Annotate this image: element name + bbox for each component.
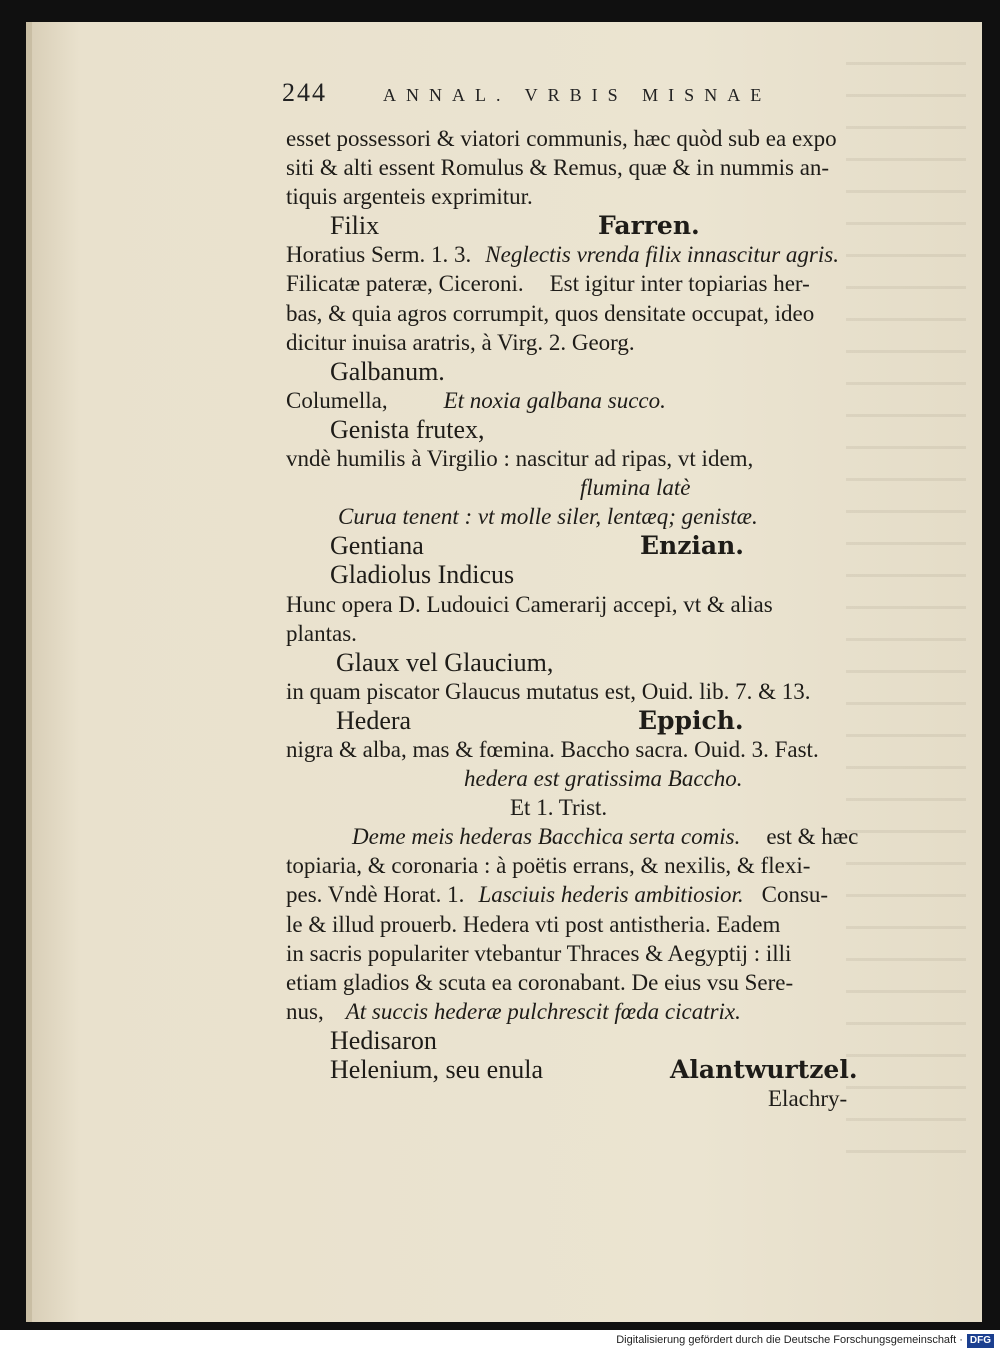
text-line: in sacris populariter vtebantur Thraces & Aegyptij : illi	[286, 940, 792, 966]
text-line: pes. Vndè Horat. 1. Lasciuis hederis ambitiosior. Consu-	[286, 882, 829, 908]
text-line: Filicatæ pateræ, Ciceroni. Est igitur inter topiarias her-	[286, 271, 810, 297]
entry-heading: Galbanum.	[330, 356, 445, 386]
catchword: Elachry-	[768, 1086, 848, 1112]
text-line: Deme meis hederas Bacchica serta comis. est & hæc	[352, 824, 859, 850]
page-text	[286, 124, 906, 1113]
text-line: dicitur inuisa aratris, à Virg. 2. Georg.	[286, 329, 635, 355]
text-line: topiaria, & coronaria : à poëtis errans, & nexilis, & flexi-	[286, 853, 811, 879]
text-line: tiquis argenteis exprimitur.	[286, 184, 533, 210]
entry-heading: Genista frutex,	[330, 414, 485, 444]
text-line: plantas.	[286, 620, 357, 646]
text-line: Columella, Et noxia galbana succo.	[286, 387, 666, 413]
entry-heading: Gentiana Enzian.	[330, 531, 745, 561]
entry-heading: Filix Farren.	[330, 211, 700, 241]
text-line: hedera est gratissima Baccho.	[464, 766, 743, 792]
text-line: bas, & quia agros corrumpit, quos densitate occupat, ideo	[286, 300, 815, 326]
text-line: in quam piscator Glaucus mutatus est, Ouid. lib. 7. & 13.	[286, 678, 811, 704]
dfg-logo: DFG	[967, 1334, 994, 1348]
page-number: 244	[282, 78, 327, 107]
page-header	[282, 78, 842, 108]
text-line: siti & alti essent Romulus & Remus, quæ & in nummis an-	[286, 155, 830, 181]
text-line: nigra & alba, mas & fœmina. Baccho sacra. Ouid. 3. Fast.	[286, 736, 819, 762]
text-line: flumina latè	[580, 475, 691, 501]
entry-heading: Gladiolus Indicus	[330, 560, 515, 590]
credit-text: Digitalisierung gefördert durch die Deutsche Forschungsgemeinschaft ·	[616, 1334, 963, 1346]
entry-heading: Hedisaron	[330, 1025, 437, 1055]
text-line: vndè humilis à Virgilio : nascitur ad ripas, vt idem,	[286, 446, 754, 472]
entry-heading: Helenium, seu enula Alantwurtzel.	[330, 1055, 858, 1084]
digitization-credit	[0, 1330, 1000, 1351]
text-line: Curua tenent : vt molle siler, lentæq; genistæ.	[338, 504, 758, 530]
text-line: Et 1. Trist.	[510, 795, 608, 821]
text-line: etiam gladios & scuta ea coronabant. De eius vsu Sere-	[286, 969, 794, 995]
entry-heading: Hedera Eppich.	[336, 705, 744, 735]
text-line: Hunc opera D. Ludouici Camerarij accepi, vt & alias	[286, 591, 773, 617]
entry-heading: Glaux vel Glaucium,	[336, 647, 554, 677]
text-line: Horatius Serm. 1. 3. Neglectis vrenda filix innascitur agris.	[286, 242, 839, 268]
text-line: le & illud prouerb. Hedera vti post antistheria. Eadem	[286, 911, 781, 937]
text-line: nus, At succis hederæ pulchrescit fœda cicatrix.	[286, 998, 741, 1024]
running-title: ANNAL. VRBIS MISNAE	[383, 85, 772, 105]
text-line: esset possessori & viatori communis, hæc quòd sub ea expo	[286, 126, 837, 151]
